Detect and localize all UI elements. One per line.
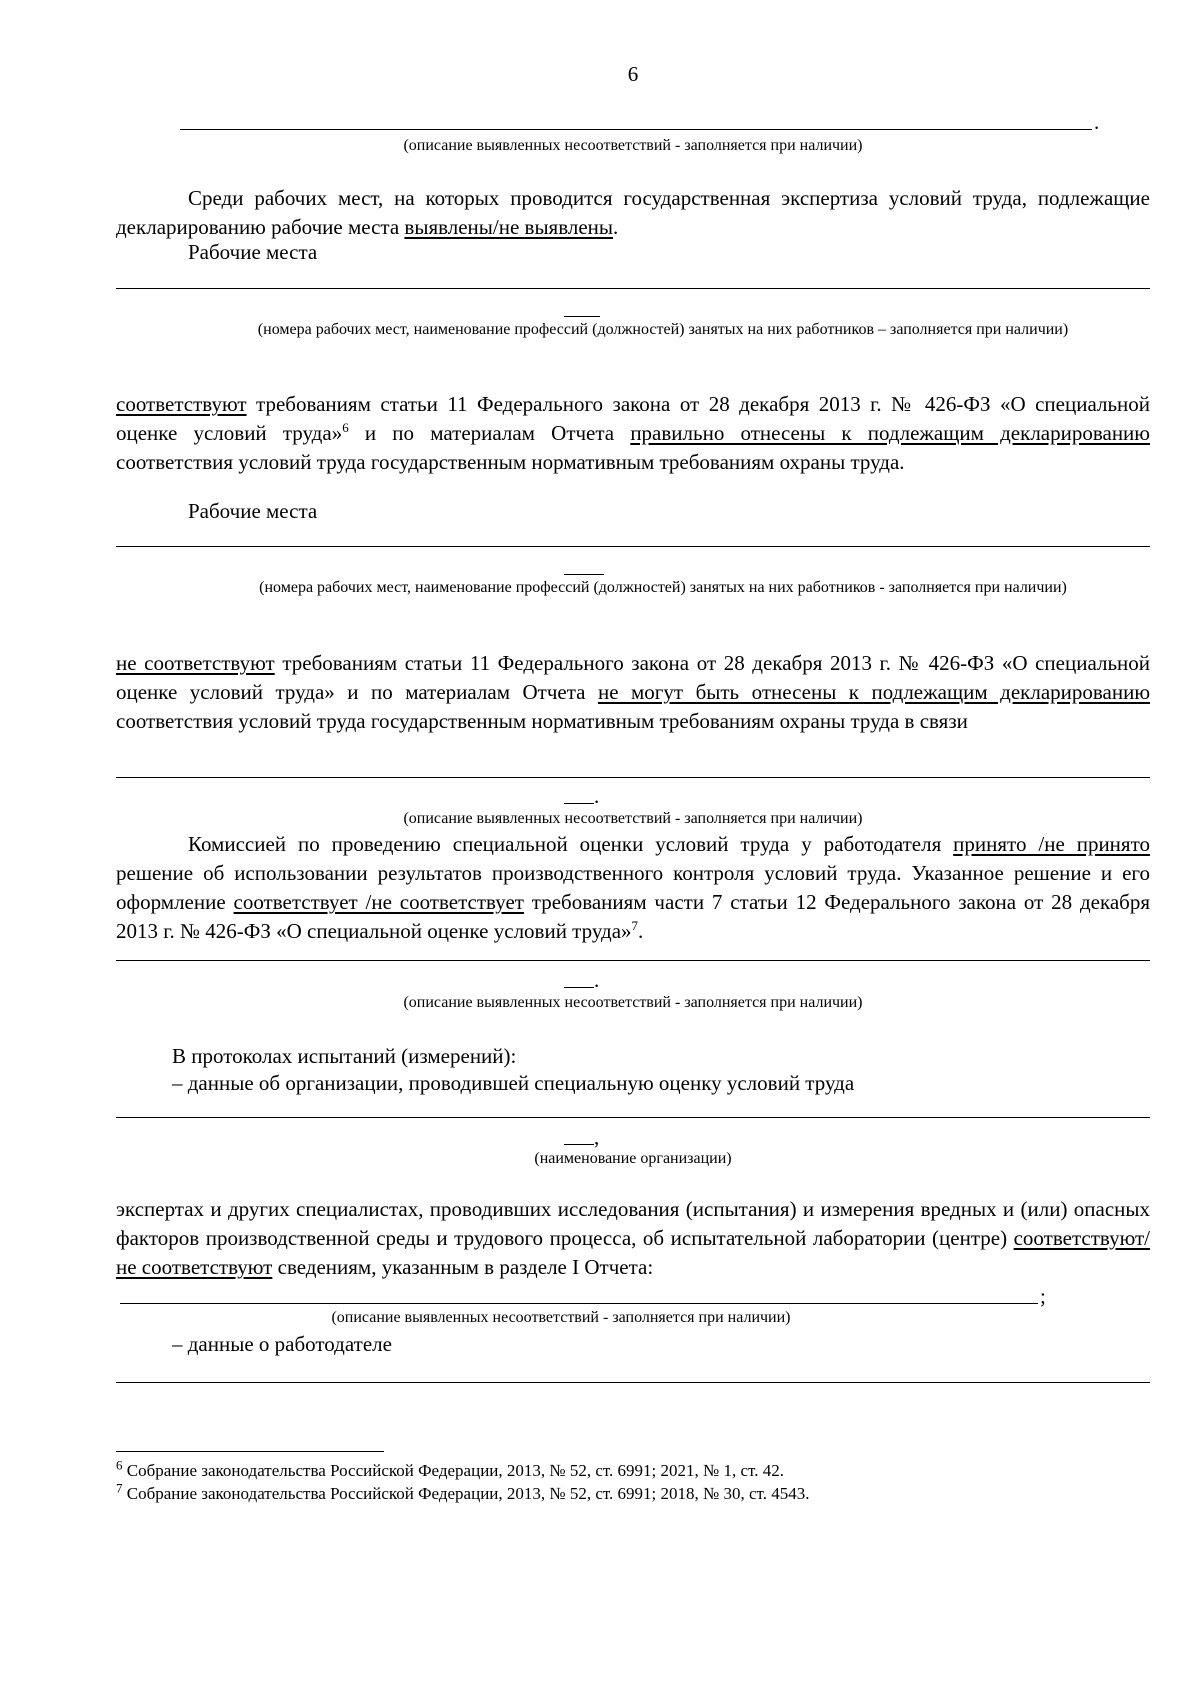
label-org-data: – данные об организации, проводившей специальную оценку условий труда xyxy=(172,1071,855,1095)
option-underlined: выявлены/не выявлены xyxy=(404,215,614,239)
label-workplaces: Рабочие места xyxy=(188,499,318,523)
caption-workplaces: (номера рабочих мест, наименование профессий (должностей) занятых на них работников - заполняется при наличии) xyxy=(259,579,1067,596)
caption-nonconformity: (описание выявленных несоответствий - заполняется при наличии) xyxy=(403,810,863,827)
line-end-dot: . xyxy=(594,968,600,992)
footnote-separator xyxy=(116,1451,384,1452)
fill-line xyxy=(120,1303,1038,1304)
paragraph-declaration: Среди рабочих мест, на которых проводится государственная экспертиза условий труда, подлежащие декларированию рабочие места выявлены/не выявлены. xyxy=(116,186,1150,239)
page-number: 6 xyxy=(627,62,639,86)
caption-workplaces: (номера рабочих мест, наименование профессий (должностей) занятых на них работников – заполняется при наличии) xyxy=(257,321,1069,338)
fill-line-short xyxy=(564,1144,594,1145)
line-end-dot: . xyxy=(594,784,600,808)
fill-line xyxy=(180,129,1092,130)
caption-nonconformity: (описание выявленных несоответствий - заполняется при наличии) xyxy=(403,137,863,154)
fill-line-short xyxy=(564,316,600,317)
fill-line xyxy=(116,546,1150,547)
paragraph-compliant: соответствуют требованиям статьи 11 Федерального закона от 28 декабря 2013 г. № 426-ФЗ «О специальной оценке условий труда»$^6$ и по материалам Отчета правильно отнесены к подлежащим декларированию соответствия условий труда государственным нормативным требованиям охраны труда. xyxy=(116,392,1150,474)
paragraph-experts: экспертах и других специалистах, проводивших исследования (испытания) и измерения вредных и (или) опасных факторов производственной среды и трудового процесса, об испытательной лаборатории (центре) соответствуют/не соответствуют сведениям, указанным в разделе I Отчета: xyxy=(116,1197,1150,1279)
fill-line xyxy=(116,1117,1150,1118)
footnote-7: $^7$ Собрание законодательства Российской Федерации, 2013, № 52, ст. 6991; 2018, № 30, ст. 4543. xyxy=(116,1480,810,1503)
label-employer-data: – данные о работодателе xyxy=(172,1332,392,1356)
fill-line-short xyxy=(564,803,594,804)
fill-line xyxy=(116,777,1150,778)
fill-line xyxy=(116,960,1150,961)
footnote-ref-6: 6 xyxy=(342,420,349,435)
paragraph-production-control: Комиссией по проведению специальной оценки условий труда у работодателя принято /не принято решение об использовании результатов производственного контроля условий труда. Указанное решение и его оформление соответствует /не соответствует требованиям части 7 статьи 12 Федерального закона от 28 декабря 2013 г. № 426-ФЗ «О специальной оценке условий труда»$^7$. xyxy=(116,832,1151,943)
footnote-ref-7: 7 xyxy=(631,918,639,933)
line-end-comma: , xyxy=(594,1125,600,1149)
line-end-dot: . xyxy=(1094,110,1100,134)
label-protocols: В протоколах испытаний (измерений): xyxy=(172,1044,517,1068)
label-workplaces: Рабочие места xyxy=(188,240,318,264)
caption-nonconformity: (описание выявленных несоответствий - заполняется при наличии) xyxy=(331,1309,791,1326)
paragraph-noncompliant: не соответствуют требованиям статьи 11 Федерального закона от 28 декабря 2013 г. № 426-ФЗ «О специальной оценке условий труда» и по материалам Отчета не могут быть отнесены к подлежащим декларированию соответствия условий труда государственным нормативным требованиям охраны труда в связи xyxy=(116,651,1151,733)
line-end-semicolon: ; xyxy=(1040,1284,1046,1308)
caption-nonconformity: (описание выявленных несоответствий - заполняется при наличии) xyxy=(403,994,863,1011)
footnote-6: $^6$ Собрание законодательства Российской Федерации, 2013, № 52, ст. 6991; 2021, № 1, ст. 42. xyxy=(116,1457,784,1480)
fill-line xyxy=(116,1382,1150,1383)
fill-line-short xyxy=(564,574,604,575)
fill-line xyxy=(116,288,1150,289)
fill-line-short xyxy=(564,987,594,988)
caption-org-name: (наименование организации) xyxy=(534,1150,732,1167)
